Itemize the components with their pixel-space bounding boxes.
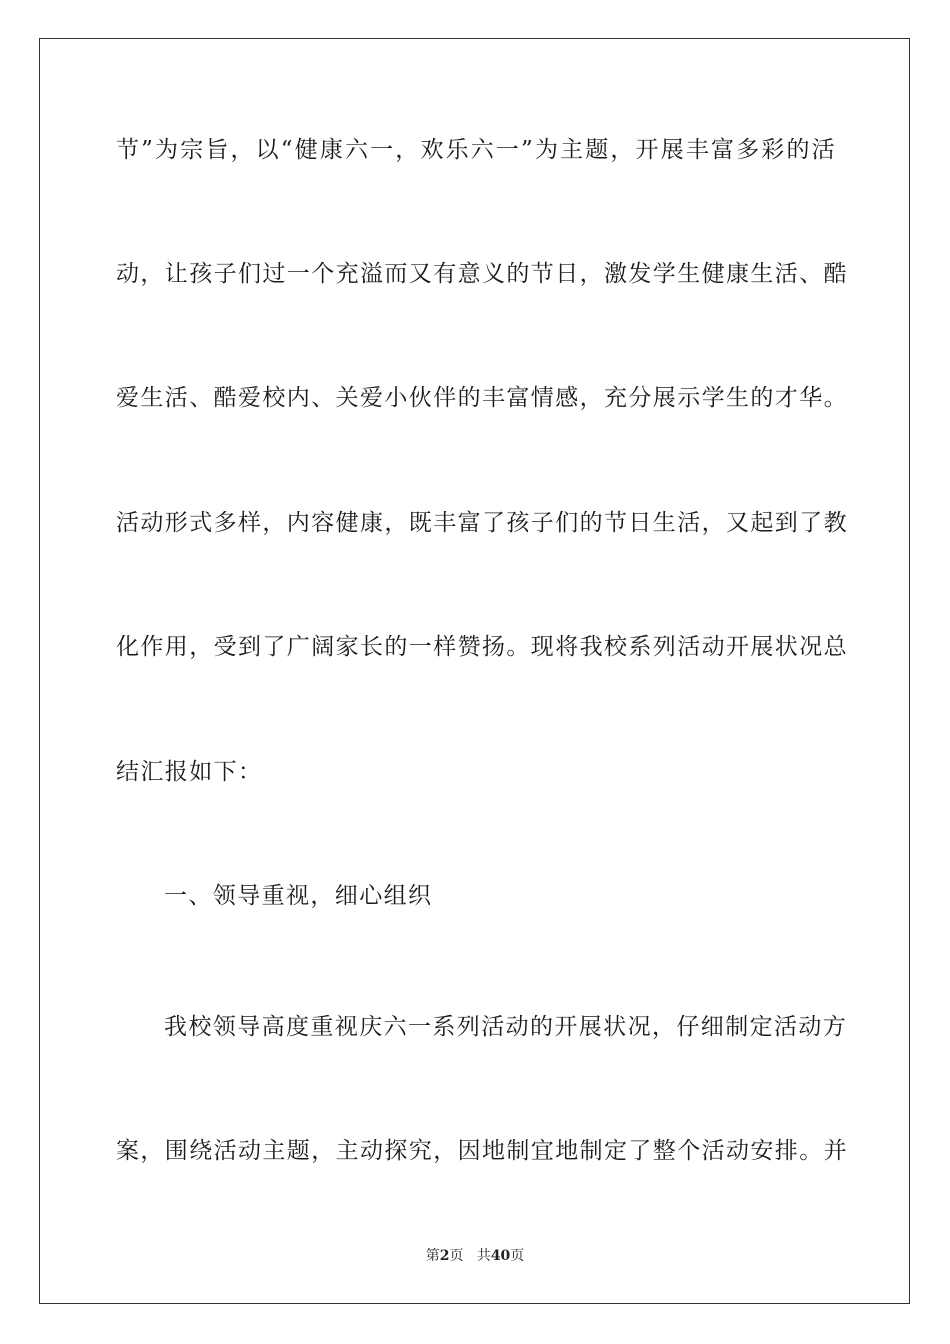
- page-frame: [39, 38, 910, 1304]
- body-line-4: 活动形式多样，内容健康，既丰富了孩子们的节日生活，又起到了教: [116, 510, 848, 536]
- body-line-2: 动，让孩子们过一个充溢而又有意义的节日，激发学生健康生活、酷: [116, 261, 848, 287]
- body-line-5: 化作用，受到了广阔家长的一样赞扬。现将我校系列活动开展状况总: [116, 634, 848, 660]
- total-prefix: 共: [476, 1248, 491, 1264]
- total-suffix: 页: [510, 1248, 525, 1264]
- body-line-9: 案，围绕活动主题，主动探究，因地制宜地制定了整个活动安排。并: [116, 1138, 848, 1164]
- section-heading: 一、领导重视，细心组织: [164, 883, 433, 909]
- body-line-3: 爱生活、酷爱校内、关爱小伙伴的丰富情感，充分展示学生的才华。: [116, 385, 848, 411]
- body-line-8: 我校领导高度重视庆六一系列活动的开展状况，仔细制定活动方: [164, 1014, 848, 1040]
- body-line-6: 结汇报如下：: [116, 759, 263, 785]
- page-footer: [0, 1246, 950, 1266]
- page-suffix: 页: [449, 1248, 464, 1264]
- page-prefix: 第: [425, 1248, 440, 1264]
- body-line-1: 节”为宗旨，以“健康六一，欢乐六一”为主题，开展丰富多彩的活: [116, 137, 836, 163]
- page-number: 2: [439, 1248, 450, 1264]
- total-pages: 40: [490, 1248, 511, 1264]
